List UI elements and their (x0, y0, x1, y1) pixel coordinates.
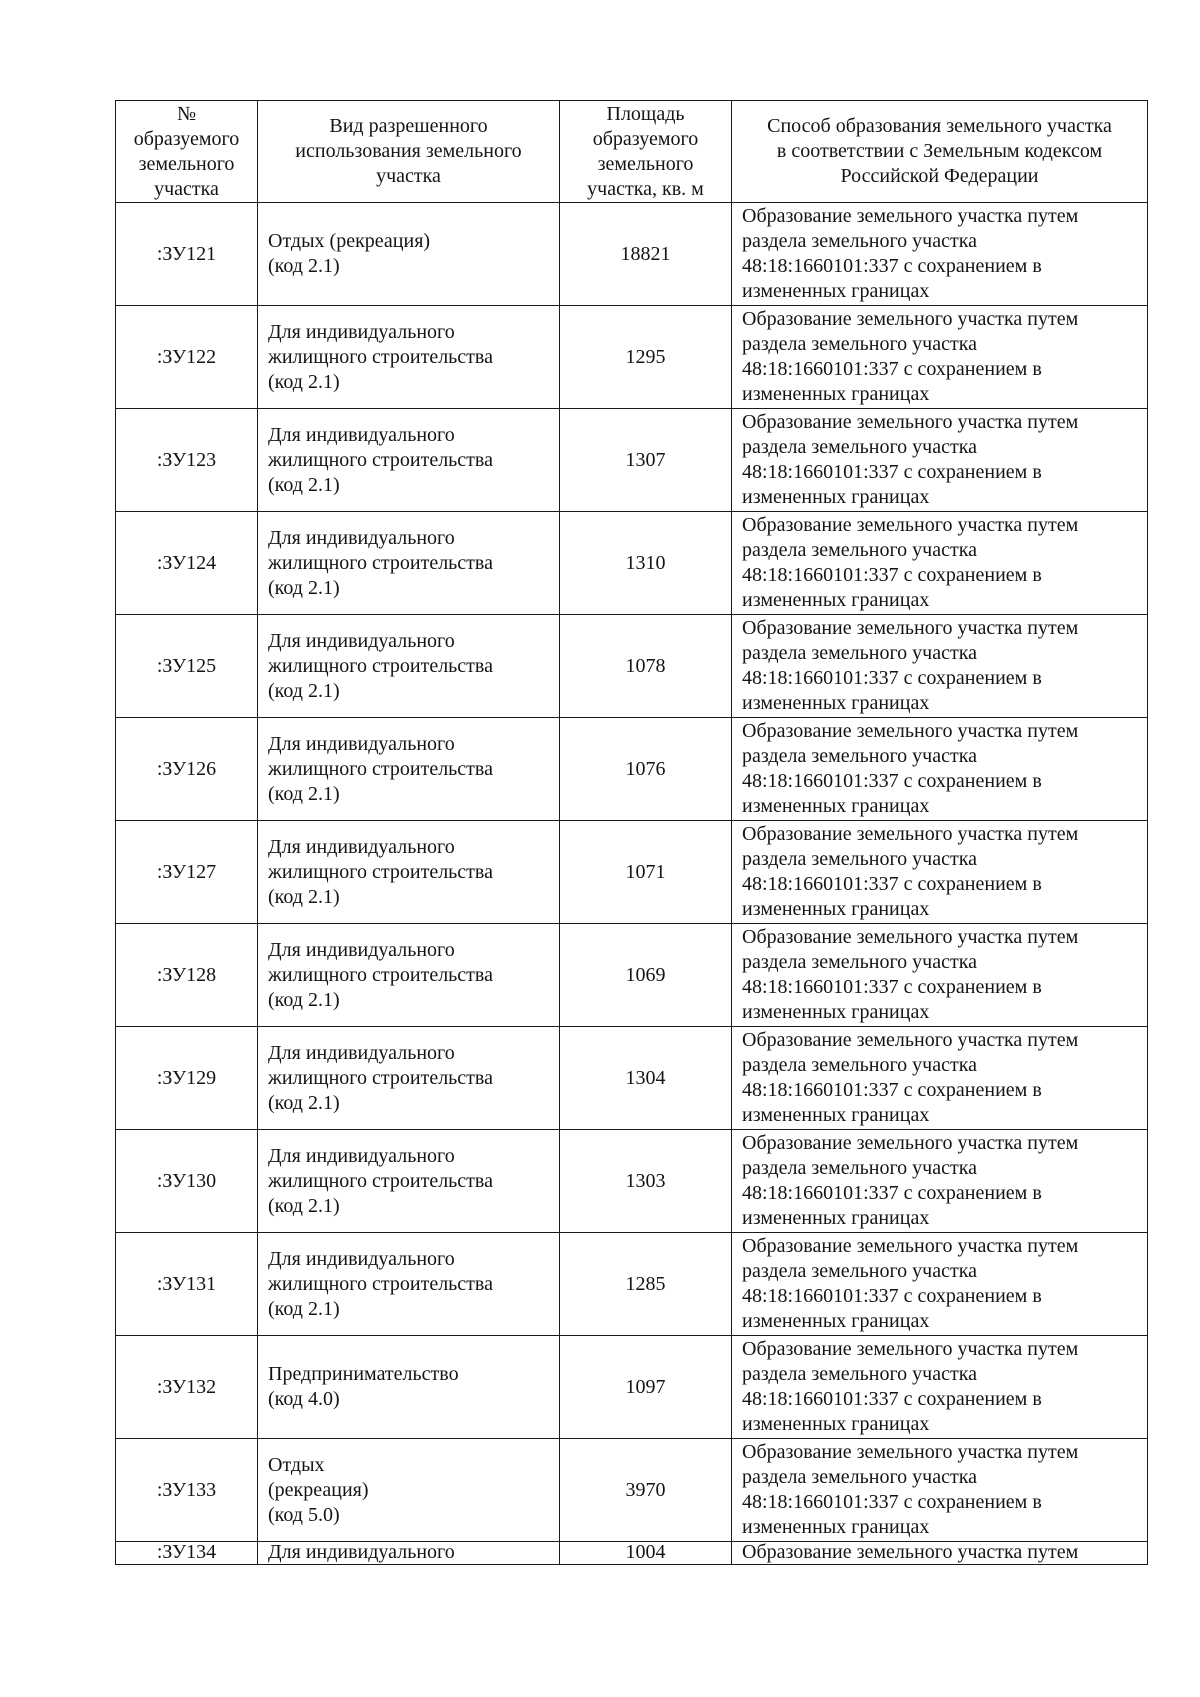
table-row (116, 1439, 1148, 1542)
permitted-use-cell: Для индивидуального жилищного строительства (код 2.1) (258, 306, 560, 409)
permitted-use-cell: Для индивидуального жилищного строительства (код 2.1) (258, 512, 560, 615)
plot-area-cell: 3970 (560, 1439, 732, 1542)
plot-number-cell: :ЗУ130 (116, 1130, 258, 1233)
plot-number-cell: :ЗУ122 (116, 306, 258, 409)
plot-number-cell: :ЗУ124 (116, 512, 258, 615)
permitted-use-cell: Отдых (рекреация) (код 5.0) (258, 1439, 560, 1542)
plot-number-cell: :ЗУ126 (116, 718, 258, 821)
table-row (116, 512, 1148, 615)
permitted-use-cell: Для индивидуального жилищного строительства (код 2.1) (258, 821, 560, 924)
plot-area-cell: 1310 (560, 512, 732, 615)
plot-area-cell: 1069 (560, 924, 732, 1027)
formation-method-cell: Образование земельного участка путем раздела земельного участка 48:18:1660101:337 с сохранением в измененных границах (732, 409, 1148, 512)
plot-area-cell: 18821 (560, 203, 732, 306)
formation-method-cell: Образование земельного участка путем раздела земельного участка 48:18:1660101:337 с сохранением в измененных границах (732, 1130, 1148, 1233)
permitted-use-cell: Отдых (рекреация) (код 2.1) (258, 203, 560, 306)
plot-area-cell: 1303 (560, 1130, 732, 1233)
table-row (116, 1233, 1148, 1336)
permitted-use-cell: Для индивидуального жилищного строительства (код 2.1) (258, 1027, 560, 1130)
table-row (116, 1130, 1148, 1233)
permitted-use-cell: Для индивидуального жилищного строительства (код 2.1) (258, 1233, 560, 1336)
table-row (116, 615, 1148, 718)
permitted-use-cell: Для индивидуального жилищного строительства (код 2.1) (258, 409, 560, 512)
land-plots-table (115, 100, 1148, 1565)
header-formation-method: Способ образования земельного участка в соответствии с Земельным кодексом Российской Федерации (732, 101, 1148, 203)
plot-area-cell: 1295 (560, 306, 732, 409)
plot-number-cell: :ЗУ121 (116, 203, 258, 306)
permitted-use-cell: Для индивидуального (258, 1542, 560, 1565)
plot-number-cell: :ЗУ131 (116, 1233, 258, 1336)
header-plot-area: Площадь образуемого земельного участка, кв. м (560, 101, 732, 203)
table-row (116, 1542, 1148, 1565)
plot-number-cell: :ЗУ134 (116, 1542, 258, 1565)
plot-area-cell: 1071 (560, 821, 732, 924)
plot-area-cell: 1285 (560, 1233, 732, 1336)
formation-method-cell: Образование земельного участка путем раздела земельного участка 48:18:1660101:337 с сохранением в измененных границах (732, 1439, 1148, 1542)
permitted-use-cell: Для индивидуального жилищного строительства (код 2.1) (258, 1130, 560, 1233)
plot-area-cell: 1307 (560, 409, 732, 512)
table-row (116, 409, 1148, 512)
header-plot-number: № образуемого земельного участка (116, 101, 258, 203)
plot-number-cell: :ЗУ123 (116, 409, 258, 512)
formation-method-cell: Образование земельного участка путем раздела земельного участка 48:18:1660101:337 с сохранением в измененных границах (732, 1233, 1148, 1336)
permitted-use-cell: Для индивидуального жилищного строительства (код 2.1) (258, 924, 560, 1027)
plot-number-cell: :ЗУ125 (116, 615, 258, 718)
formation-method-cell: Образование земельного участка путем раздела земельного участка 48:18:1660101:337 с сохранением в измененных границах (732, 924, 1148, 1027)
formation-method-cell: Образование земельного участка путем раздела земельного участка 48:18:1660101:337 с сохранением в измененных границах (732, 1027, 1148, 1130)
formation-method-cell: Образование земельного участка путем раздела земельного участка 48:18:1660101:337 с сохранением в измененных границах (732, 203, 1148, 306)
table-row (116, 306, 1148, 409)
plot-area-cell: 1076 (560, 718, 732, 821)
formation-method-cell: Образование земельного участка путем раздела земельного участка 48:18:1660101:337 с сохранением в измененных границах (732, 615, 1148, 718)
formation-method-cell: Образование земельного участка путем раздела земельного участка 48:18:1660101:337 с сохранением в измененных границах (732, 1336, 1148, 1439)
table-header-row (116, 101, 1148, 203)
plot-area-cell: 1078 (560, 615, 732, 718)
plot-area-cell: 1097 (560, 1336, 732, 1439)
table-row (116, 821, 1148, 924)
table-row (116, 203, 1148, 306)
plot-number-cell: :ЗУ127 (116, 821, 258, 924)
formation-method-cell: Образование земельного участка путем раздела земельного участка 48:18:1660101:337 с сохранением в измененных границах (732, 718, 1148, 821)
formation-method-cell: Образование земельного участка путем раздела земельного участка 48:18:1660101:337 с сохранением в измененных границах (732, 306, 1148, 409)
plot-area-cell: 1004 (560, 1542, 732, 1565)
formation-method-cell: Образование земельного участка путем раздела земельного участка 48:18:1660101:337 с сохранением в измененных границах (732, 821, 1148, 924)
permitted-use-cell: Для индивидуального жилищного строительства (код 2.1) (258, 718, 560, 821)
plot-number-cell: :ЗУ133 (116, 1439, 258, 1542)
plot-number-cell: :ЗУ129 (116, 1027, 258, 1130)
plot-area-cell: 1304 (560, 1027, 732, 1130)
formation-method-cell: Образование земельного участка путем раздела земельного участка 48:18:1660101:337 с сохранением в измененных границах (732, 512, 1148, 615)
table-row (116, 924, 1148, 1027)
table-row (116, 718, 1148, 821)
permitted-use-cell: Предпринимательство (код 4.0) (258, 1336, 560, 1439)
table-row (116, 1027, 1148, 1130)
plot-number-cell: :ЗУ128 (116, 924, 258, 1027)
formation-method-cell: Образование земельного участка путем (732, 1542, 1148, 1565)
header-permitted-use: Вид разрешенного использования земельного участка (258, 101, 560, 203)
table-row (116, 1336, 1148, 1439)
permitted-use-cell: Для индивидуального жилищного строительства (код 2.1) (258, 615, 560, 718)
plot-number-cell: :ЗУ132 (116, 1336, 258, 1439)
